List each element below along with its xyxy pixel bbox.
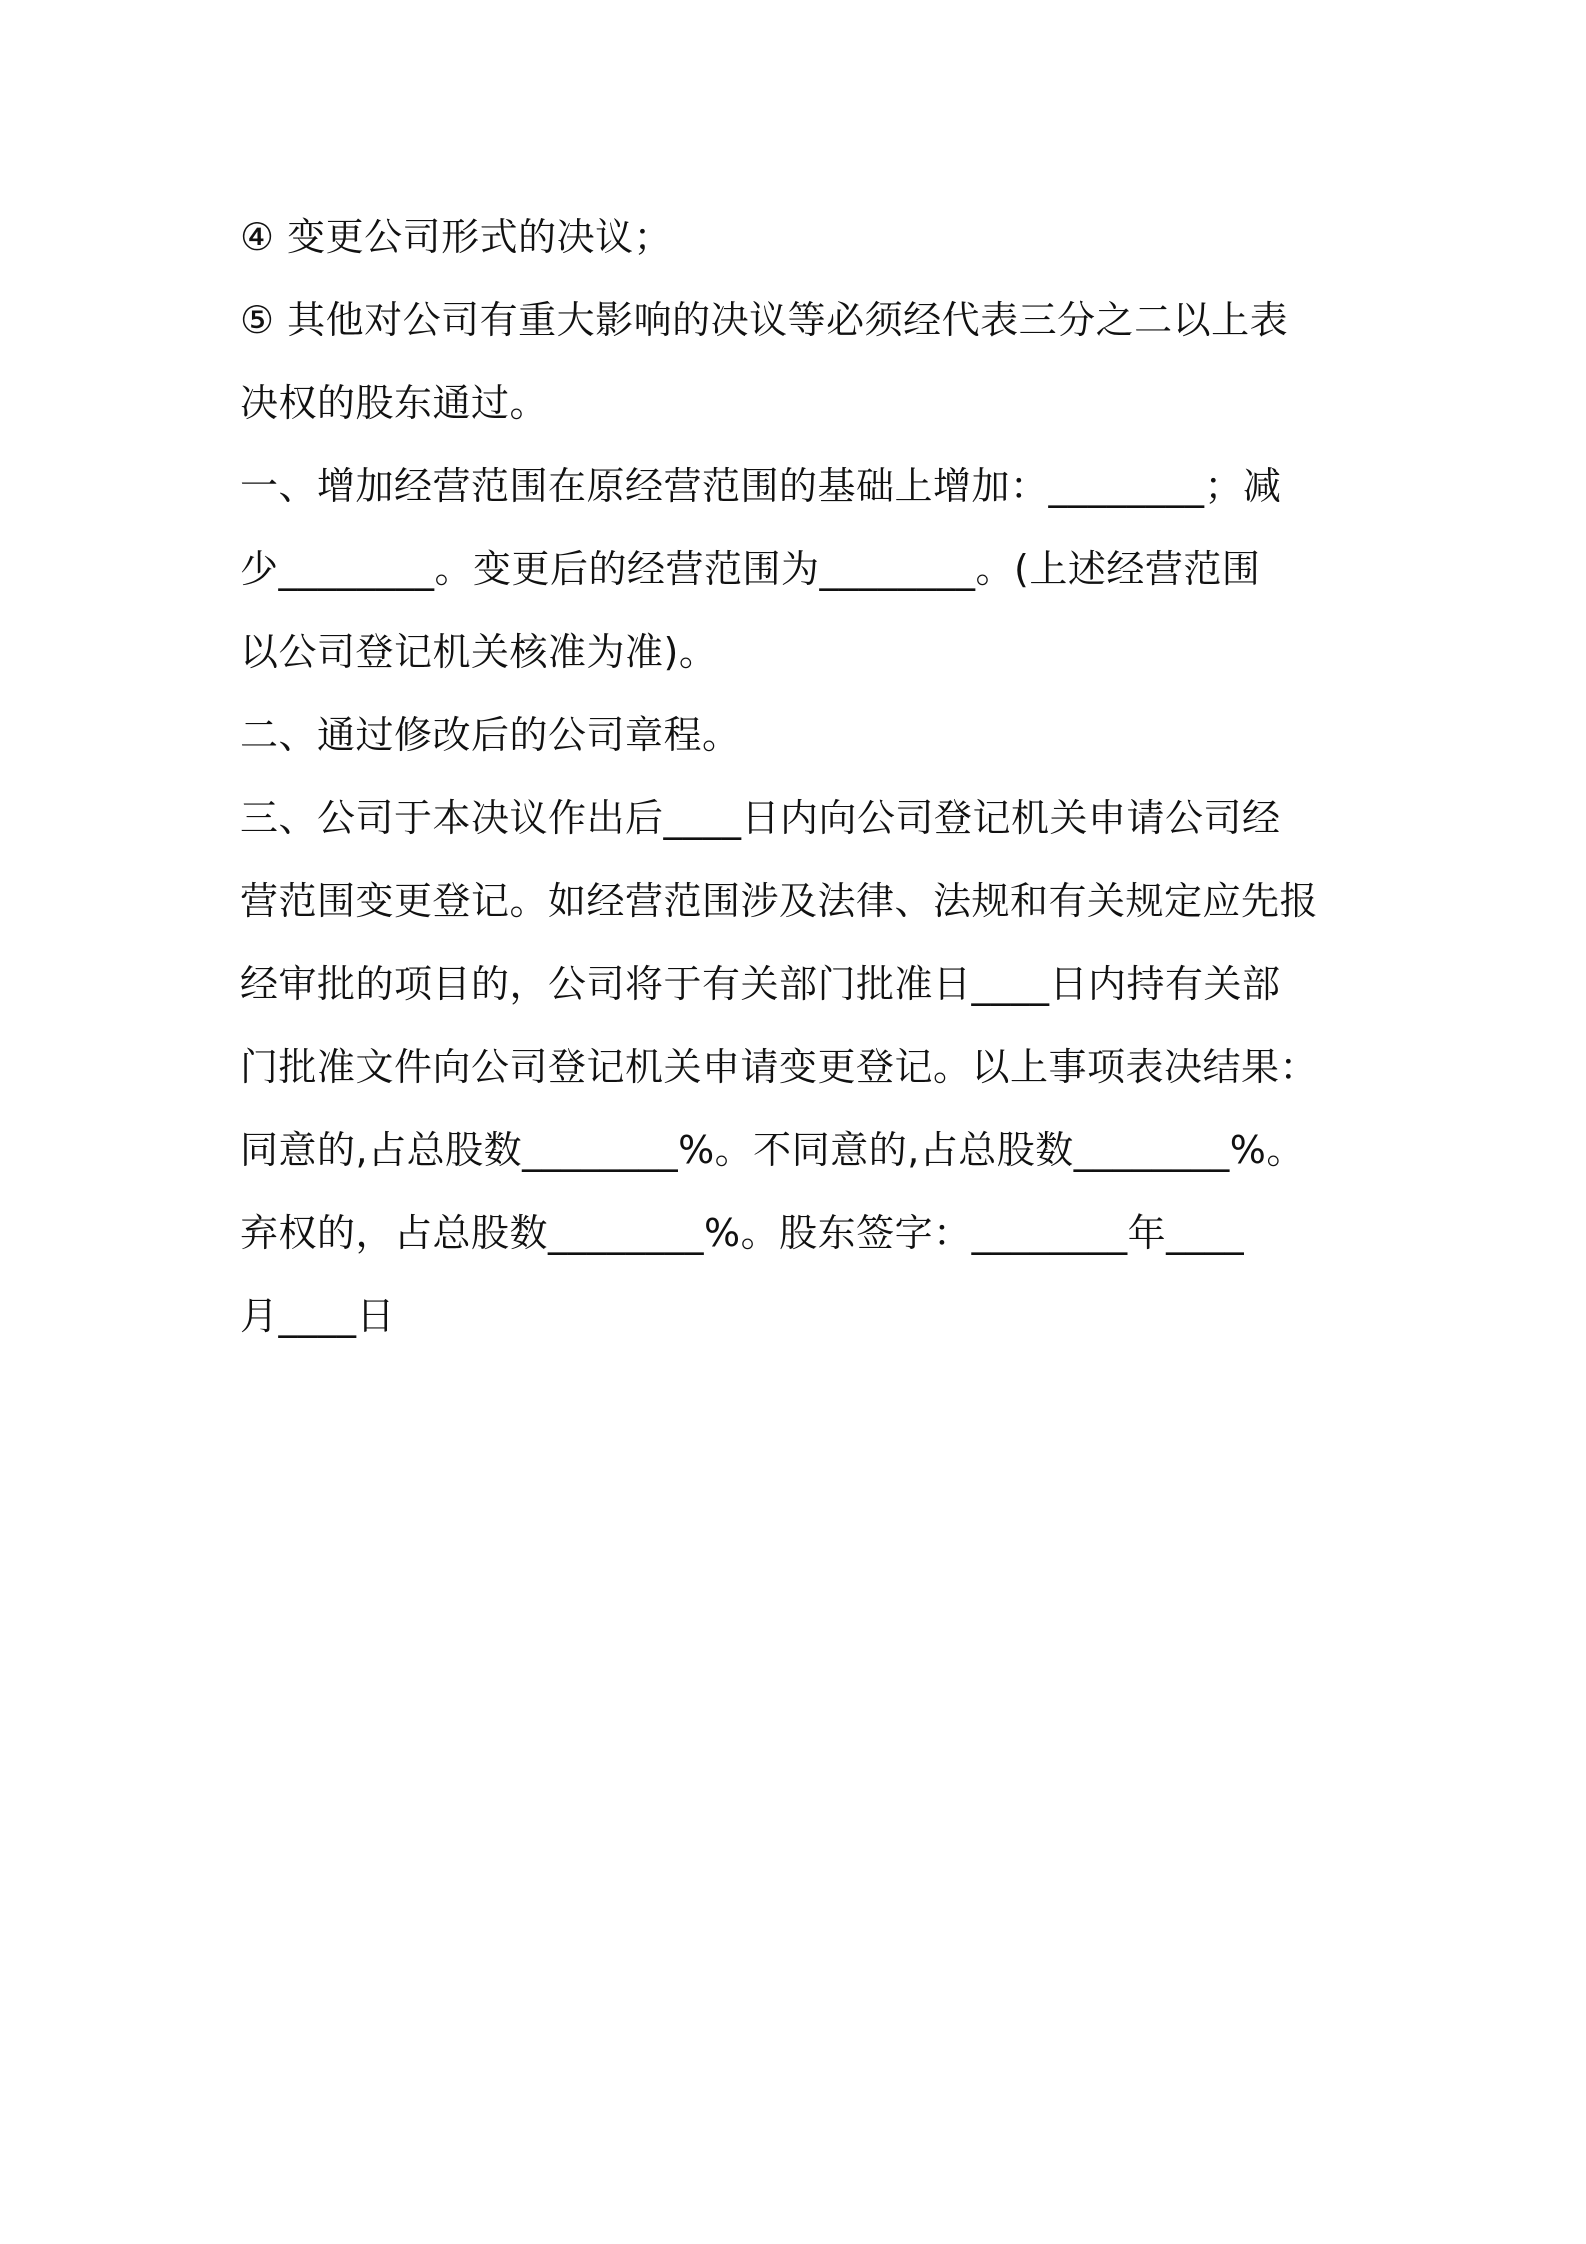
text-line: 少________。变更后的经营范围为________。(上述经营范围 [240, 547, 1261, 591]
text-line: 同意的,占总股数________%。不同意的,占总股数________%。 [240, 1128, 1305, 1172]
text-line: 以公司登记机关核准为准)。 [240, 630, 718, 674]
document-body [240, 196, 1370, 1358]
text-line: 营范围变更登记。如经营范围涉及法律、法规和有关规定应先报 [240, 879, 1319, 923]
text-line: 决权的股东通过。 [240, 381, 549, 425]
text-line: 弃权的，占总股数________%。股东签字：________年____ [240, 1211, 1245, 1255]
text-line: 二、通过修改后的公司章程。 [240, 713, 741, 757]
text-line: 一、增加经营范围在原经营范围的基础上增加：________；减 [240, 464, 1282, 508]
text-line: 月____日 [240, 1294, 396, 1338]
text-line: 经审批的项目的，公司将于有关部门批准日____日内持有关部 [240, 962, 1281, 1006]
text-line: 门批准文件向公司登记机关申请变更登记。以上事项表决结果： [240, 1045, 1319, 1089]
text-line: ④ 变更公司形式的决议； [240, 215, 673, 259]
text-line: 三、公司于本决议作出后____日内向公司登记机关申请公司经 [240, 796, 1281, 840]
text-line: ⑤ 其他对公司有重大影响的决议等必须经代表三分之二以上表 [240, 298, 1289, 342]
